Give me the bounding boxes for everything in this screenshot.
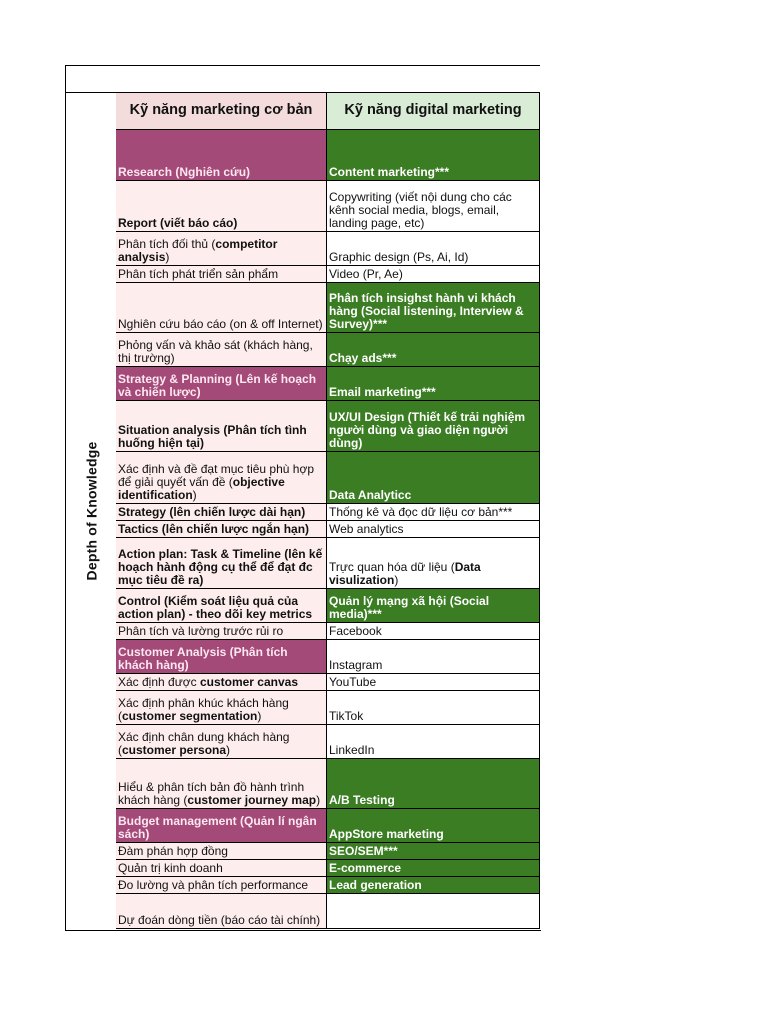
- digital-skill-cell-text: [329, 268, 403, 281]
- basic-skill-cell-text: [118, 463, 324, 502]
- digital-skill-cell-text: [329, 879, 422, 892]
- basic-skill-cell-text: [118, 595, 324, 621]
- digital-skill-cell: [327, 640, 540, 674]
- digital-skill-cell: [327, 589, 540, 623]
- basic-skill-bold-text: customer persona: [122, 743, 227, 757]
- basic-skill-suffix-text: ): [165, 250, 170, 264]
- digital-skill-cell-text: [329, 744, 374, 757]
- digital-skill-cell: [327, 283, 540, 333]
- digital-skill-cell: [327, 181, 540, 232]
- basic-skill-cell-text: [118, 697, 324, 723]
- basic-skill-cell-text: [118, 424, 324, 450]
- basic-skill-cell: [116, 640, 327, 674]
- basic-skill-cell: [116, 809, 327, 843]
- digital-skill-cell: [327, 725, 540, 759]
- basic-skill-cell-text: [118, 268, 278, 281]
- basic-skill-cell-text: [118, 625, 283, 638]
- basic-skill-cell-text: [118, 339, 324, 365]
- digital-skill-cell: [327, 130, 540, 181]
- header-basic-label: Kỹ năng marketing cơ bản: [129, 102, 313, 118]
- header-basic-skills: [116, 93, 327, 130]
- basic-skill-text: Action plan: Task & Timeline (lên kế hoạch hành động cụ thể để đạt đc mục tiêu đề ra): [118, 547, 323, 587]
- basic-skill-cell-text: [118, 845, 228, 858]
- basic-skill-text: Đo lường và phân tích performance: [118, 878, 309, 892]
- basic-skill-text: Phân tích và lường trước rủi ro: [118, 624, 284, 638]
- digital-skill-cell-text: [329, 411, 537, 450]
- digital-skill-text: UX/UI Design (Thiết kế trải nghiệm người dùng và giao diện người dùng): [329, 410, 526, 450]
- digital-skill-bold-text: Data visulization: [329, 560, 481, 587]
- basic-skill-text: Phân tích phát triển sản phẩm: [118, 267, 279, 281]
- basic-skill-cell-text: [118, 318, 323, 331]
- digital-skill-text: E-commerce: [329, 861, 402, 875]
- basic-skill-bold-text: customer journey map: [187, 793, 317, 807]
- digital-skill-cell-text: [329, 862, 401, 875]
- basic-skill-cell-text: [118, 862, 223, 875]
- basic-skill-cell-text: [118, 166, 250, 179]
- digital-skill-text: Email marketing***: [329, 385, 436, 399]
- basic-skill-cell-text: [118, 676, 298, 689]
- basic-skill-text: Đàm phán hợp đồng: [118, 844, 228, 858]
- digital-skill-text: Quản lý mạng xã hội (Social media)***: [329, 594, 490, 621]
- basic-skill-cell-text: [118, 523, 309, 536]
- digital-skill-cell-text: [329, 625, 382, 638]
- basic-skill-bold-text: competitor analysis: [118, 237, 278, 264]
- basic-skill-text: Xác định và đề đạt mục tiêu phù hợp để giải quyết vấn đề (: [118, 462, 314, 489]
- basic-skill-suffix-text: ): [226, 743, 231, 757]
- basic-skill-cell: [116, 283, 327, 333]
- basic-skill-cell-text: [118, 815, 324, 841]
- digital-skill-cell: [327, 266, 540, 283]
- digital-skill-cell-text: [329, 352, 396, 365]
- basic-skill-text: Phân tích đối thủ (: [118, 237, 216, 251]
- digital-skill-cell: [327, 401, 540, 452]
- digital-skill-cell-text: [329, 489, 411, 502]
- digital-skill-text: SEO/SEM***: [329, 844, 398, 858]
- digital-skill-cell: [327, 674, 540, 691]
- basic-skill-text: Control (Kiểm soát liệu quả của action plan) - theo dõi key metrics: [118, 594, 313, 621]
- basic-skill-suffix-text: ): [316, 793, 321, 807]
- basic-skill-cell: [116, 759, 327, 809]
- digital-skill-cell: [327, 894, 540, 929]
- basic-skill-cell-text: [118, 914, 320, 927]
- basic-skill-cell: [116, 538, 327, 589]
- basic-skill-cell-text: [118, 506, 305, 519]
- basic-skill-bold-text: customer segmentation: [122, 709, 258, 723]
- basic-skill-cell-text: [118, 373, 324, 399]
- digital-skill-text: Thống kê và đọc dữ liệu cơ bản***: [329, 505, 513, 519]
- digital-skill-cell: [327, 843, 540, 860]
- basic-skill-cell-text: [118, 731, 324, 757]
- basic-skill-cell-text: [118, 781, 324, 807]
- basic-skill-cell: [116, 894, 327, 929]
- digital-skill-text: Facebook: [329, 624, 382, 638]
- basic-skill-text: Strategy (lên chiến lược dài hạn): [118, 505, 306, 519]
- digital-skill-cell-text: [329, 828, 444, 841]
- basic-skill-cell-text: [118, 646, 324, 672]
- basic-skill-cell: [116, 860, 327, 877]
- digital-skill-cell: [327, 877, 540, 894]
- digital-skill-cell-text: [329, 251, 468, 264]
- basic-skill-cell-text: [118, 879, 308, 892]
- basic-skill-text: Report (viết báo cáo): [118, 216, 238, 230]
- basic-skill-text: Dự đoán dòng tiền (báo cáo tài chính): [118, 913, 321, 927]
- digital-skill-cell-text: [329, 191, 537, 230]
- basic-skill-text: Xác định được: [118, 675, 200, 689]
- basic-skill-cell: [116, 266, 327, 283]
- basic-skill-cell: [116, 674, 327, 691]
- basic-skill-text: Situation analysis (Phân tích tình huống hiện tại): [118, 423, 307, 450]
- digital-skill-cell: [327, 623, 540, 640]
- basic-skill-cell: [116, 725, 327, 759]
- basic-skill-suffix-text: ): [192, 488, 197, 502]
- basic-skill-bold-text: objective identification: [118, 475, 285, 502]
- basic-skill-text: Hiểu & phân tích bản đồ hành trình khách hàng (: [118, 780, 305, 807]
- digital-skill-cell: [327, 691, 540, 725]
- basic-skill-bold-text: customer canvas: [199, 675, 299, 689]
- basic-skill-cell-text: [118, 548, 324, 587]
- digital-skill-cell: [327, 452, 540, 504]
- digital-skill-cell: [327, 367, 540, 401]
- digital-skill-cell-text: [329, 595, 537, 621]
- basic-skill-cell: [116, 130, 327, 181]
- basic-skill-cell: [116, 877, 327, 894]
- depth-of-knowledge-label: Depth of Knowledge: [83, 441, 99, 581]
- basic-skill-text: Tactics (lên chiến lược ngắn hạn): [118, 522, 310, 536]
- basic-skill-cell-text: [118, 217, 237, 230]
- digital-skill-cell: [327, 860, 540, 877]
- digital-skill-cell-text: [329, 676, 376, 689]
- basic-skill-suffix-text: ): [257, 709, 262, 723]
- digital-skill-cell: [327, 759, 540, 809]
- basic-skill-cell: [116, 504, 327, 521]
- digital-skill-cell-text: [329, 523, 403, 536]
- digital-skill-cell-text: [329, 166, 449, 179]
- basic-skill-text: Nghiên cứu báo cáo (on & off Internet): [118, 317, 323, 331]
- basic-skill-cell: [116, 367, 327, 401]
- digital-skill-text: Content marketing***: [329, 165, 450, 179]
- digital-skill-cell-text: [329, 561, 537, 587]
- basic-skill-cell-text: [118, 238, 324, 264]
- digital-skill-text: Web analytics: [329, 522, 404, 536]
- basic-skill-cell: [116, 452, 327, 504]
- digital-skill-text: Data Analyticc: [329, 488, 412, 502]
- basic-skill-cell: [116, 232, 327, 266]
- digital-skill-text: Phân tích insighst hành vi khách hàng (Social listening, Interview & Survey)***: [329, 291, 524, 331]
- digital-skill-text: Graphic design (Ps, Ai, Id): [329, 250, 469, 264]
- digital-skill-text: YouTube: [329, 675, 377, 689]
- basic-skill-cell: [116, 401, 327, 452]
- basic-skill-text: Strategy & Planning (Lên kế hoạch và chiến lược): [118, 372, 317, 399]
- digital-skill-cell-text: [329, 506, 512, 519]
- basic-skill-text: Research (Nghiên cứu): [118, 165, 251, 179]
- basic-skill-cell: [116, 691, 327, 725]
- depth-of-knowledge-label-cell: [66, 93, 117, 929]
- digital-skill-cell: [327, 521, 540, 538]
- basic-skill-cell: [116, 521, 327, 538]
- digital-skill-cell-text: [329, 845, 398, 858]
- digital-skill-cell: [327, 809, 540, 843]
- basic-skill-text: Quản trị kinh doanh: [118, 861, 223, 875]
- digital-skill-text: Copywriting (viết nội dung cho các kênh social media, blogs, email, landing page, etc): [329, 190, 512, 230]
- basic-skill-text: Customer Analysis (Phân tích khách hàng): [118, 645, 288, 672]
- header-digital-skills: [327, 93, 540, 130]
- digital-skill-cell-text: [329, 794, 395, 807]
- digital-skill-cell-text: [329, 710, 363, 723]
- digital-skill-cell: [327, 538, 540, 589]
- digital-skill-cell: [327, 333, 540, 367]
- digital-skill-cell: [327, 232, 540, 266]
- digital-skill-text: Trực quan hóa dữ liệu (: [329, 560, 455, 574]
- digital-skill-cell-text: [329, 292, 537, 331]
- basic-skill-cell: [116, 333, 327, 367]
- basic-skill-cell: [116, 623, 327, 640]
- basic-skill-cell: [116, 843, 327, 860]
- basic-skill-text: Xác định phân khúc khách hàng (: [118, 696, 289, 723]
- digital-skill-text: Lead generation: [329, 878, 422, 892]
- digital-skill-cell-text: [329, 659, 382, 672]
- basic-skill-text: Xác định chân dung khách hàng (: [118, 730, 290, 757]
- digital-skill-text: TikTok: [329, 709, 364, 723]
- digital-skill-text: LinkedIn: [329, 743, 375, 757]
- digital-skill-cell: [327, 504, 540, 521]
- digital-skill-cell-text: [329, 386, 436, 399]
- header-digital-label: Kỹ năng digital marketing: [344, 102, 522, 118]
- basic-skill-cell: [116, 181, 327, 232]
- basic-skill-text: Budget management (Quản lí ngân sách): [118, 814, 317, 841]
- digital-skill-text: AppStore marketing: [329, 827, 444, 841]
- digital-skill-text: A/B Testing: [329, 793, 395, 807]
- digital-skill-suffix-text: ): [394, 573, 399, 587]
- basic-skill-cell: [116, 589, 327, 623]
- digital-skill-text: Video (Pr, Ae): [329, 267, 403, 281]
- digital-skill-text: Chạy ads***: [329, 351, 397, 365]
- digital-skill-text: Instagram: [329, 658, 383, 672]
- basic-skill-text: Phỏng vấn và khảo sát (khách hàng, thị trường): [118, 338, 313, 365]
